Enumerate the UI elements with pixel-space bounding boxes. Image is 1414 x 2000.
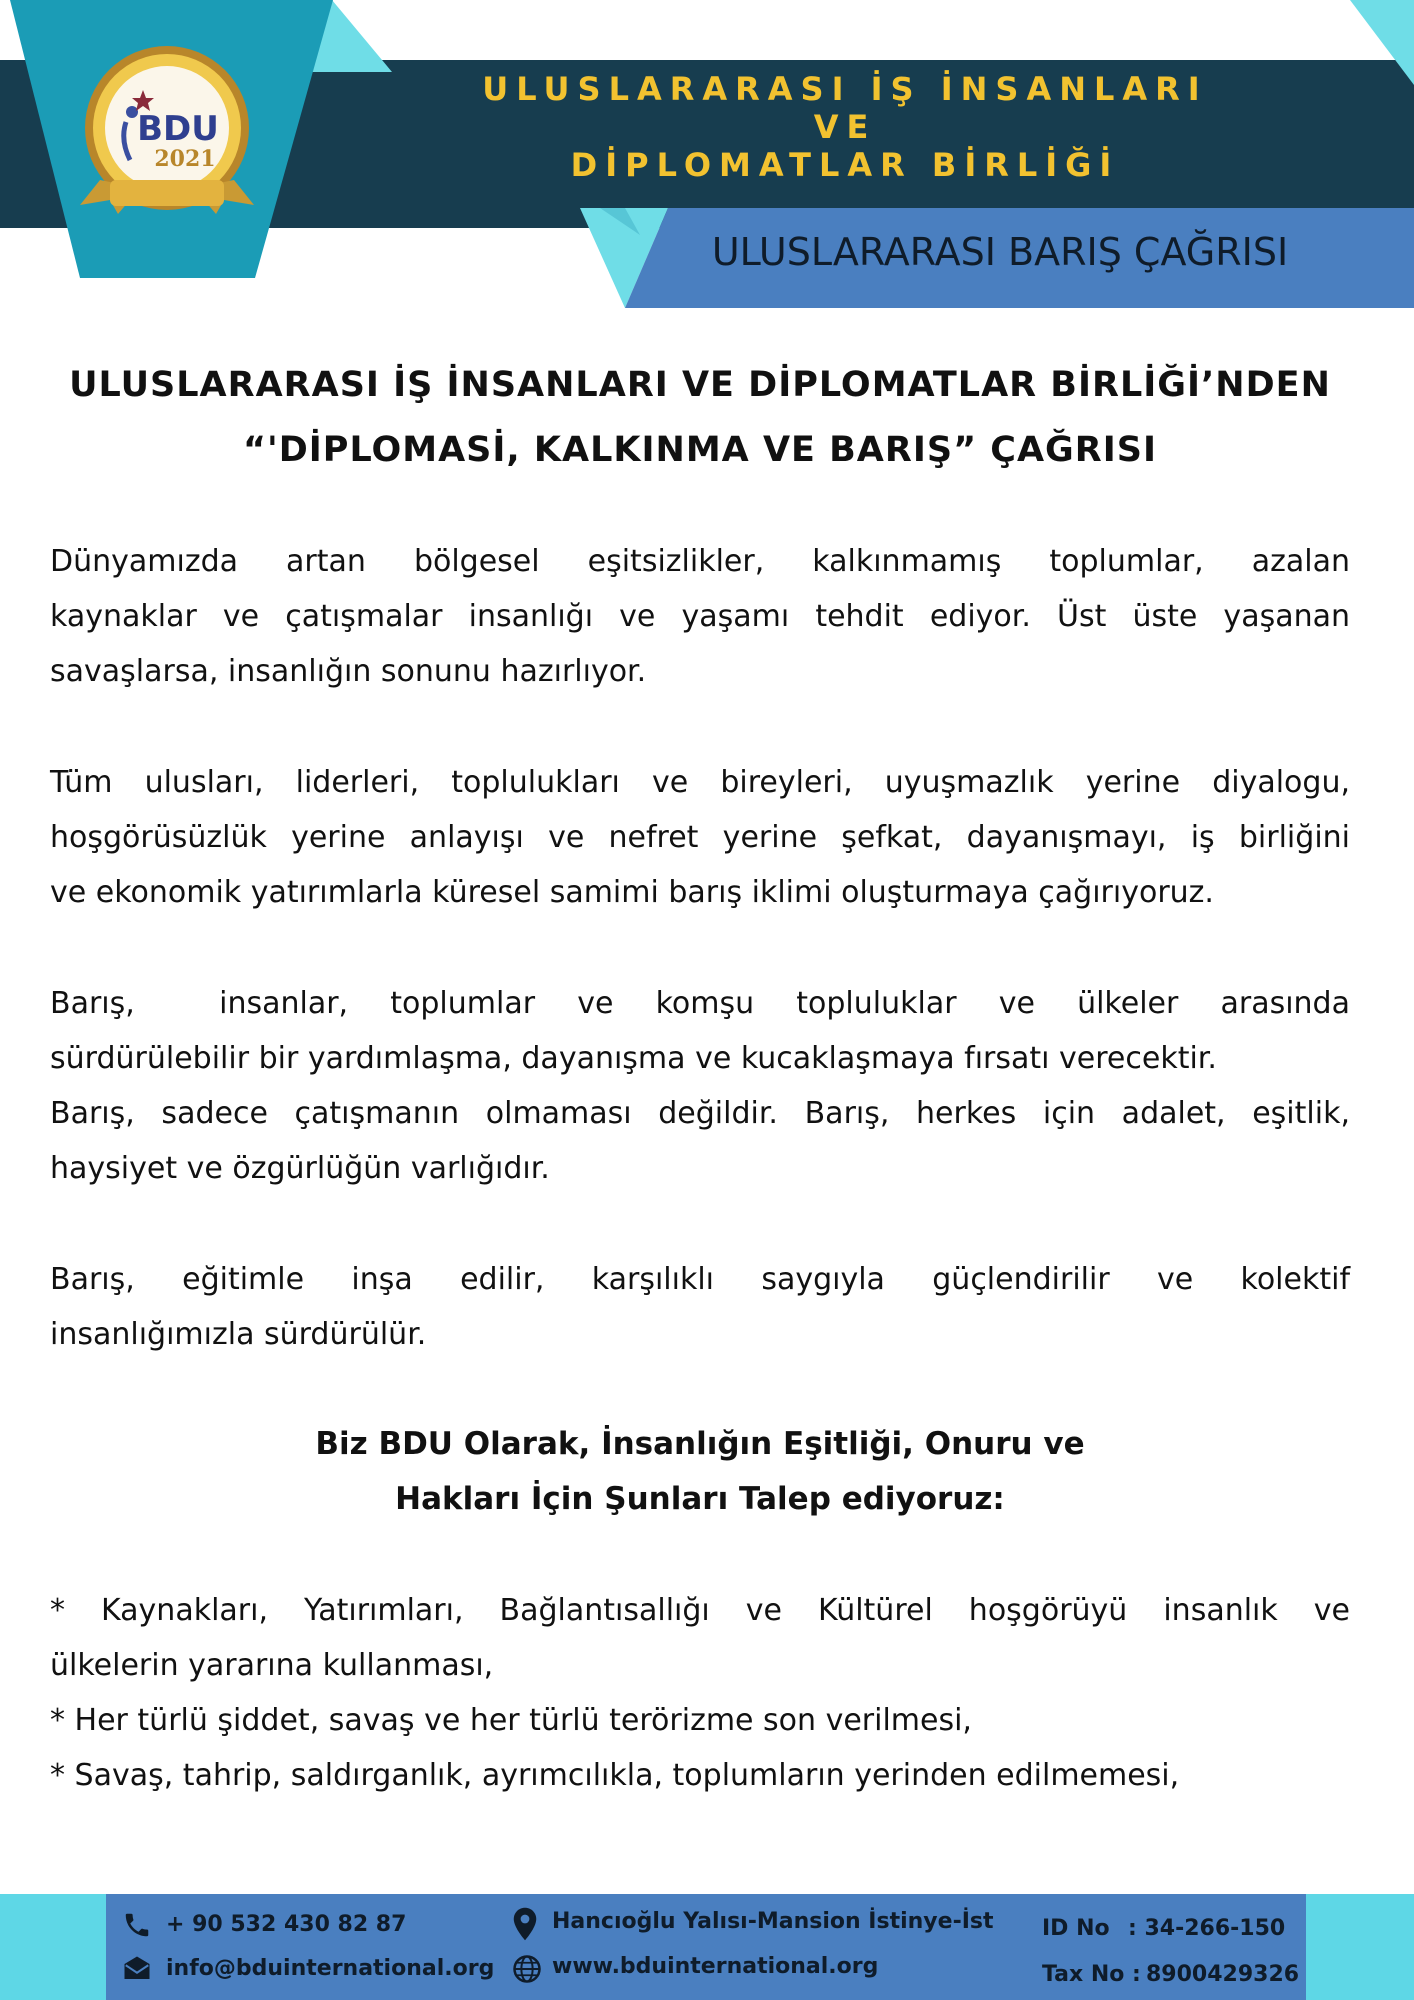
paragraph-line: insanlığımızla sürdürülür. — [50, 1317, 427, 1352]
paragraph-line: hoşgörüsüzlük yerine anlayışı ve nefret yerine şefkat, dayanışmayı, iş birliğini — [50, 820, 1350, 855]
demand-heading-line2: Hakları İçin Şunları Talep ediyoruz: — [395, 1481, 1005, 1517]
footer-website[interactable]: www.bduinternational.org — [552, 1954, 879, 1979]
header-banner: ULUSLARARASI BARIŞ ÇAĞRISI — [711, 230, 1289, 274]
paragraph-line: sürdürülebilir bir yardımlaşma, dayanışma ve kucaklaşmaya fırsatı verecektir. — [50, 1041, 1217, 1076]
footer-id-label: ID No — [1042, 1916, 1110, 1941]
paragraph-line: Tüm ulusları, liderleri, toplulukları ve bireyleri, uyuşmazlık yerine diyalogu, — [50, 765, 1350, 800]
footer-tax-value: 8900429326 — [1146, 1962, 1300, 1987]
paragraph-line: Barış, sadece çatışmanın olmaması değildir. Barış, herkes için adalet, eşitlik, — [50, 1096, 1350, 1131]
list-item: * Her türlü şiddet, savaş ve her türlü terörizme son verilmesi, — [50, 1703, 972, 1738]
org-name-line1: ULUSLARARASI İŞ İNSANLARI VE — [482, 70, 1208, 146]
list-item: * Savaş, tahrip, saldırganlık, ayrımcılıkla, toplumların yerinden edilmemesi, — [50, 1758, 1180, 1793]
paragraph-4 — [50, 1252, 1350, 1362]
paragraph-line: haysiyet ve özgürlüğün varlığıdır. — [50, 1151, 550, 1186]
demand-heading-line1: Biz BDU Olarak, İnsanlığın Eşitliği, Onuru ve — [315, 1426, 1085, 1462]
demands-list — [50, 1583, 1350, 1803]
paragraph-line: Barış, insanlar, toplumlar ve komşu topluluklar ve ülkeler arasında — [50, 986, 1350, 1021]
location-pin-icon — [510, 1906, 540, 1942]
footer-email[interactable]: info@bduinternational.org — [166, 1956, 495, 1981]
paragraph-2 — [50, 755, 1350, 920]
paragraph-line: savaşlarsa, insanlığın sonunu hazırlıyor. — [50, 654, 647, 689]
list-item-line: * Kaynakları, Yatırımları, Bağlantısallığı ve Kültürel hoşgörüyü insanlık ve — [50, 1593, 1350, 1628]
footer-tax-label: Tax No : — [1042, 1962, 1141, 1987]
paragraph-line: Dünyamızda artan bölgesel eşitsizlikler, kalkınmamış toplumlar, azalan — [50, 544, 1350, 579]
footer — [0, 1894, 1414, 2000]
footer-id-value: : 34-266-150 — [1128, 1916, 1286, 1941]
footer-address: Hancıoğlu Yalısı-Mansion İstinye-İst — [552, 1909, 994, 1934]
paragraph-3 — [50, 976, 1350, 1196]
document-title-line1: ULUSLARARASI İŞ İNSANLARI VE DİPLOMATLAR BİRLİĞİ’NDEN — [69, 365, 1331, 405]
document-title-line2: “'DİPLOMASİ, KALKINMA VE BARIŞ” ÇAĞRISI — [243, 430, 1157, 470]
phone-icon — [122, 1910, 152, 1940]
paragraph-line: kaynaklar ve çatışmalar insanlığı ve yaşamı tehdit ediyor. Üst üste yaşanan — [50, 599, 1350, 634]
demand-heading — [50, 1417, 1350, 1527]
svg-text:BDU: BDU — [137, 109, 219, 149]
paragraph-line: ve ekonomik yatırımlarla küresel samimi barış iklimi oluşturmaya çağırıyoruz. — [50, 875, 1214, 910]
paragraph-line: Barış, eğitimle inşa edilir, karşılıklı saygıyla güçlendirilir ve kolektif — [50, 1262, 1350, 1297]
svg-text:2021: 2021 — [154, 146, 216, 172]
footer-phone[interactable]: + 90 532 430 82 87 — [166, 1912, 407, 1937]
org-name-line2: DİPLOMATLAR BİRLİĞİ — [570, 146, 1120, 184]
mail-icon — [122, 1954, 152, 1984]
paragraph-1 — [50, 534, 1350, 699]
list-item-line: ülkelerin yararına kullanması, — [50, 1648, 494, 1683]
globe-icon — [512, 1954, 542, 1984]
